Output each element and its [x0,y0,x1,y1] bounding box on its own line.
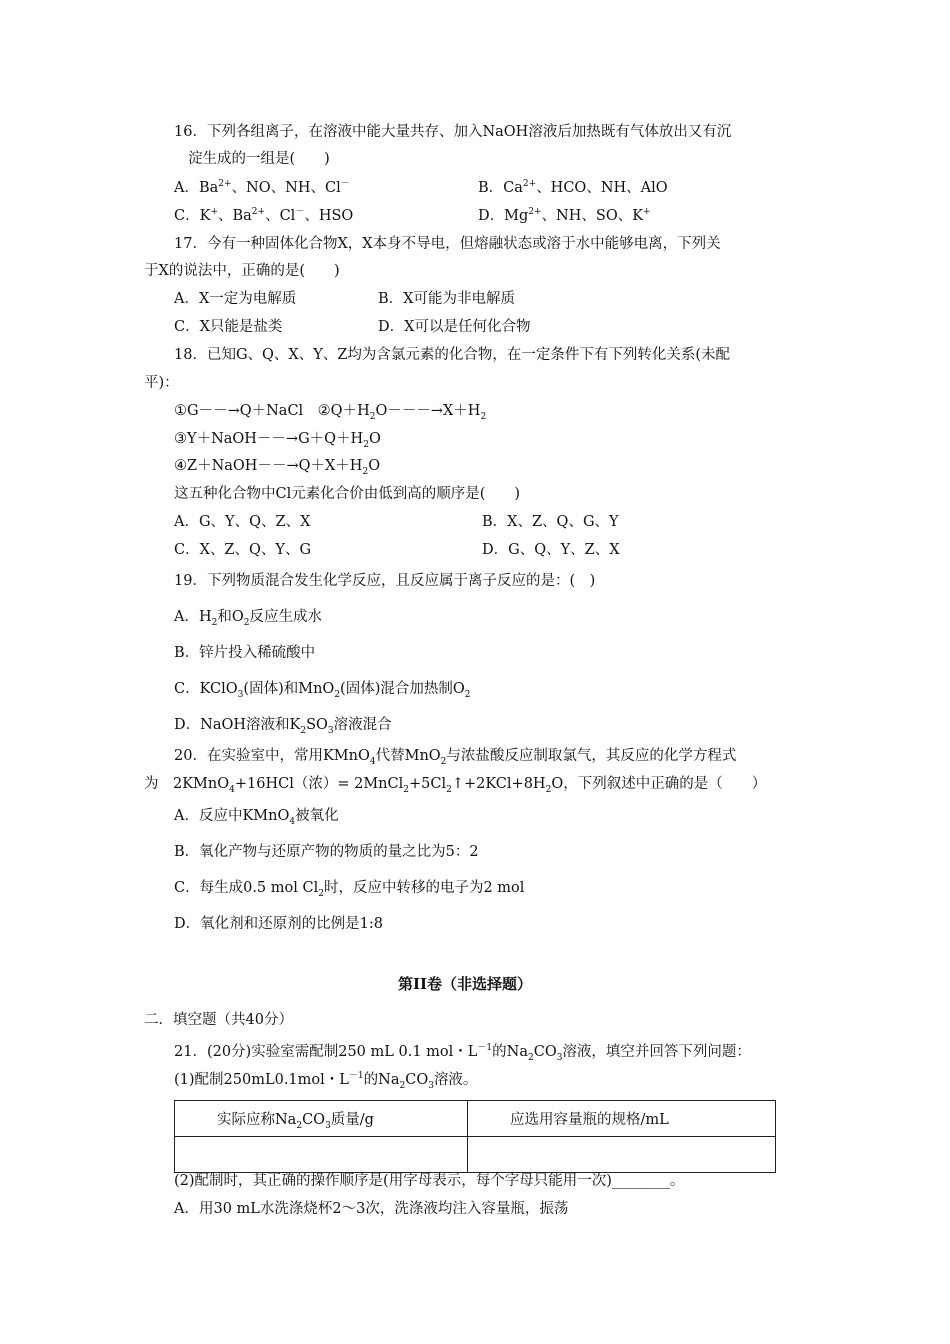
q20-option-b: B．氧化产物与还原产物的物质的量之比为5：2 [174,844,479,860]
q18-option-b: B．X、Z、Q、G、Y [482,514,619,530]
q16-stem-line2: 淀生成的一组是( ) [188,151,330,167]
q18-stem-line2: 平)： [144,375,179,391]
q20-stem-line2: 为 2KMnO$_4$+16HCl（浓）= $2MnCl_2+5Cl_2↑+2KCl+8H_2O$，下列叙述中正确的是（ ） [144,776,767,795]
q20-option-d: D．氧化剂和还原剂的比例是1:8 [174,916,383,932]
q17-option-b: B．X可能为非电解质 [378,291,515,307]
q17-option-c: C．X只能是盐类 [174,319,283,335]
q18-reaction-3: $③Y+NaOH--\to G+Q+H_2O$ [174,431,381,450]
part2-title: 第II卷（非选择题） [398,975,533,993]
q17-option-d: D．X可以是任何化合物 [378,319,531,335]
q19-stem: 19．下列物质混合发生化学反应，且反应属于离子反应的是：( ) [174,573,596,589]
q20-option-c: C．每生成0.5 mol $Cl_2$时，反应中转移的电子为2 mol [174,880,525,899]
q17-stem-line1: 17．今有一种固体化合物X，X本身不导电，但熔融状态或溶于水中能够电离，下列关 [174,236,721,252]
q19-option-b: B．锌片投入稀硫酸中 [174,645,316,661]
table-header-mass: 实际应称$Na_2CO_3$质量/g [175,1101,468,1137]
q16-option-b: B．$Ca^{2+}$、HCO、NH、AlO [478,179,668,196]
q16-option-c: C．K+、$Ba^{2+}$、Cl－、HSO [174,207,354,224]
q19-option-c: C．KClO$_3$(固体)和MnO$_2$(固体)混合加热制$O_2$ [174,681,471,700]
q18-ask: 这五种化合物中Cl元素化合价由低到高的顺序是( ) [174,486,521,502]
q18-reaction-1-2: ①G－－→Q＋NaCl $②Q+H_2O---\to X+H_2$ [174,403,487,422]
q16-option-a: A．$Ba^{2+}$、NO、NH、Cl－ [174,179,350,196]
q18-option-a: A．G、Y、Q、Z、X [174,514,311,530]
q18-option-c: C．X、Z、Q、Y、G [174,542,312,558]
q16-option-d: D．$Mg^{2+}$、NH、SO、K+ [478,207,651,224]
q18-option-d: D．G、Q、Y、Z、X [482,542,620,558]
q21-part2: (2)配制时，其正确的操作顺序是(用字母表示，每个字母只能用一次)________。 [174,1173,685,1189]
table-answer-row [175,1137,776,1173]
answer-cell-flask[interactable] [468,1137,776,1173]
q20-stem-line1: 20．在实验室中，常用KMnO$_4$代替MnO$_2$与浓盐酸反应制取氯气，其反应的化学方程式 [174,748,737,767]
answer-table [174,1100,776,1173]
q17-option-a: A．X一定为电解质 [174,291,297,307]
section-heading: 二．填空题（共40分） [144,1012,293,1028]
q21-part1: (1)配制250mL0.1mol・$L^{-1}$的$Na_2CO_3$溶液。 [174,1071,478,1091]
q20-option-a: A．反应中KMnO$_4$被氧化 [174,808,339,827]
q21-stem: 21．(20分)实验室需配制250 mL 0.1 mol・$L^{-1}$的$Na_2CO_3$溶液，填空并回答下列问题： [174,1043,751,1063]
q17-stem-line2: 于X的说法中，正确的是( ) [144,263,340,279]
q18-stem-line1: 18．已知G、Q、X、Y、Z均为含氯元素的化合物，在一定条件下有下列转化关系(未配 [174,347,731,363]
q18-reaction-4: $④Z+NaOH--\to Q+X+H_2O$ [174,458,381,477]
table-header-row [175,1101,776,1137]
q16-stem-line1: 16．下列各组离子，在溶液中能大量共存、加入NaOH溶液后加热既有气体放出又有沉 [174,124,732,140]
table-header-flask: 应选用容量瓶的规格/mL [468,1101,776,1137]
q21-option-a: A．用30 mL水洗涤烧杯2～3次，洗涤液均注入容量瓶，振荡 [174,1201,569,1217]
q19-option-d: D．NaOH溶液和$K_2SO_3$溶液混合 [174,717,392,736]
answer-cell-mass[interactable] [175,1137,468,1173]
q19-option-a: A．$H_2$和$O_2$反应生成水 [174,609,322,628]
